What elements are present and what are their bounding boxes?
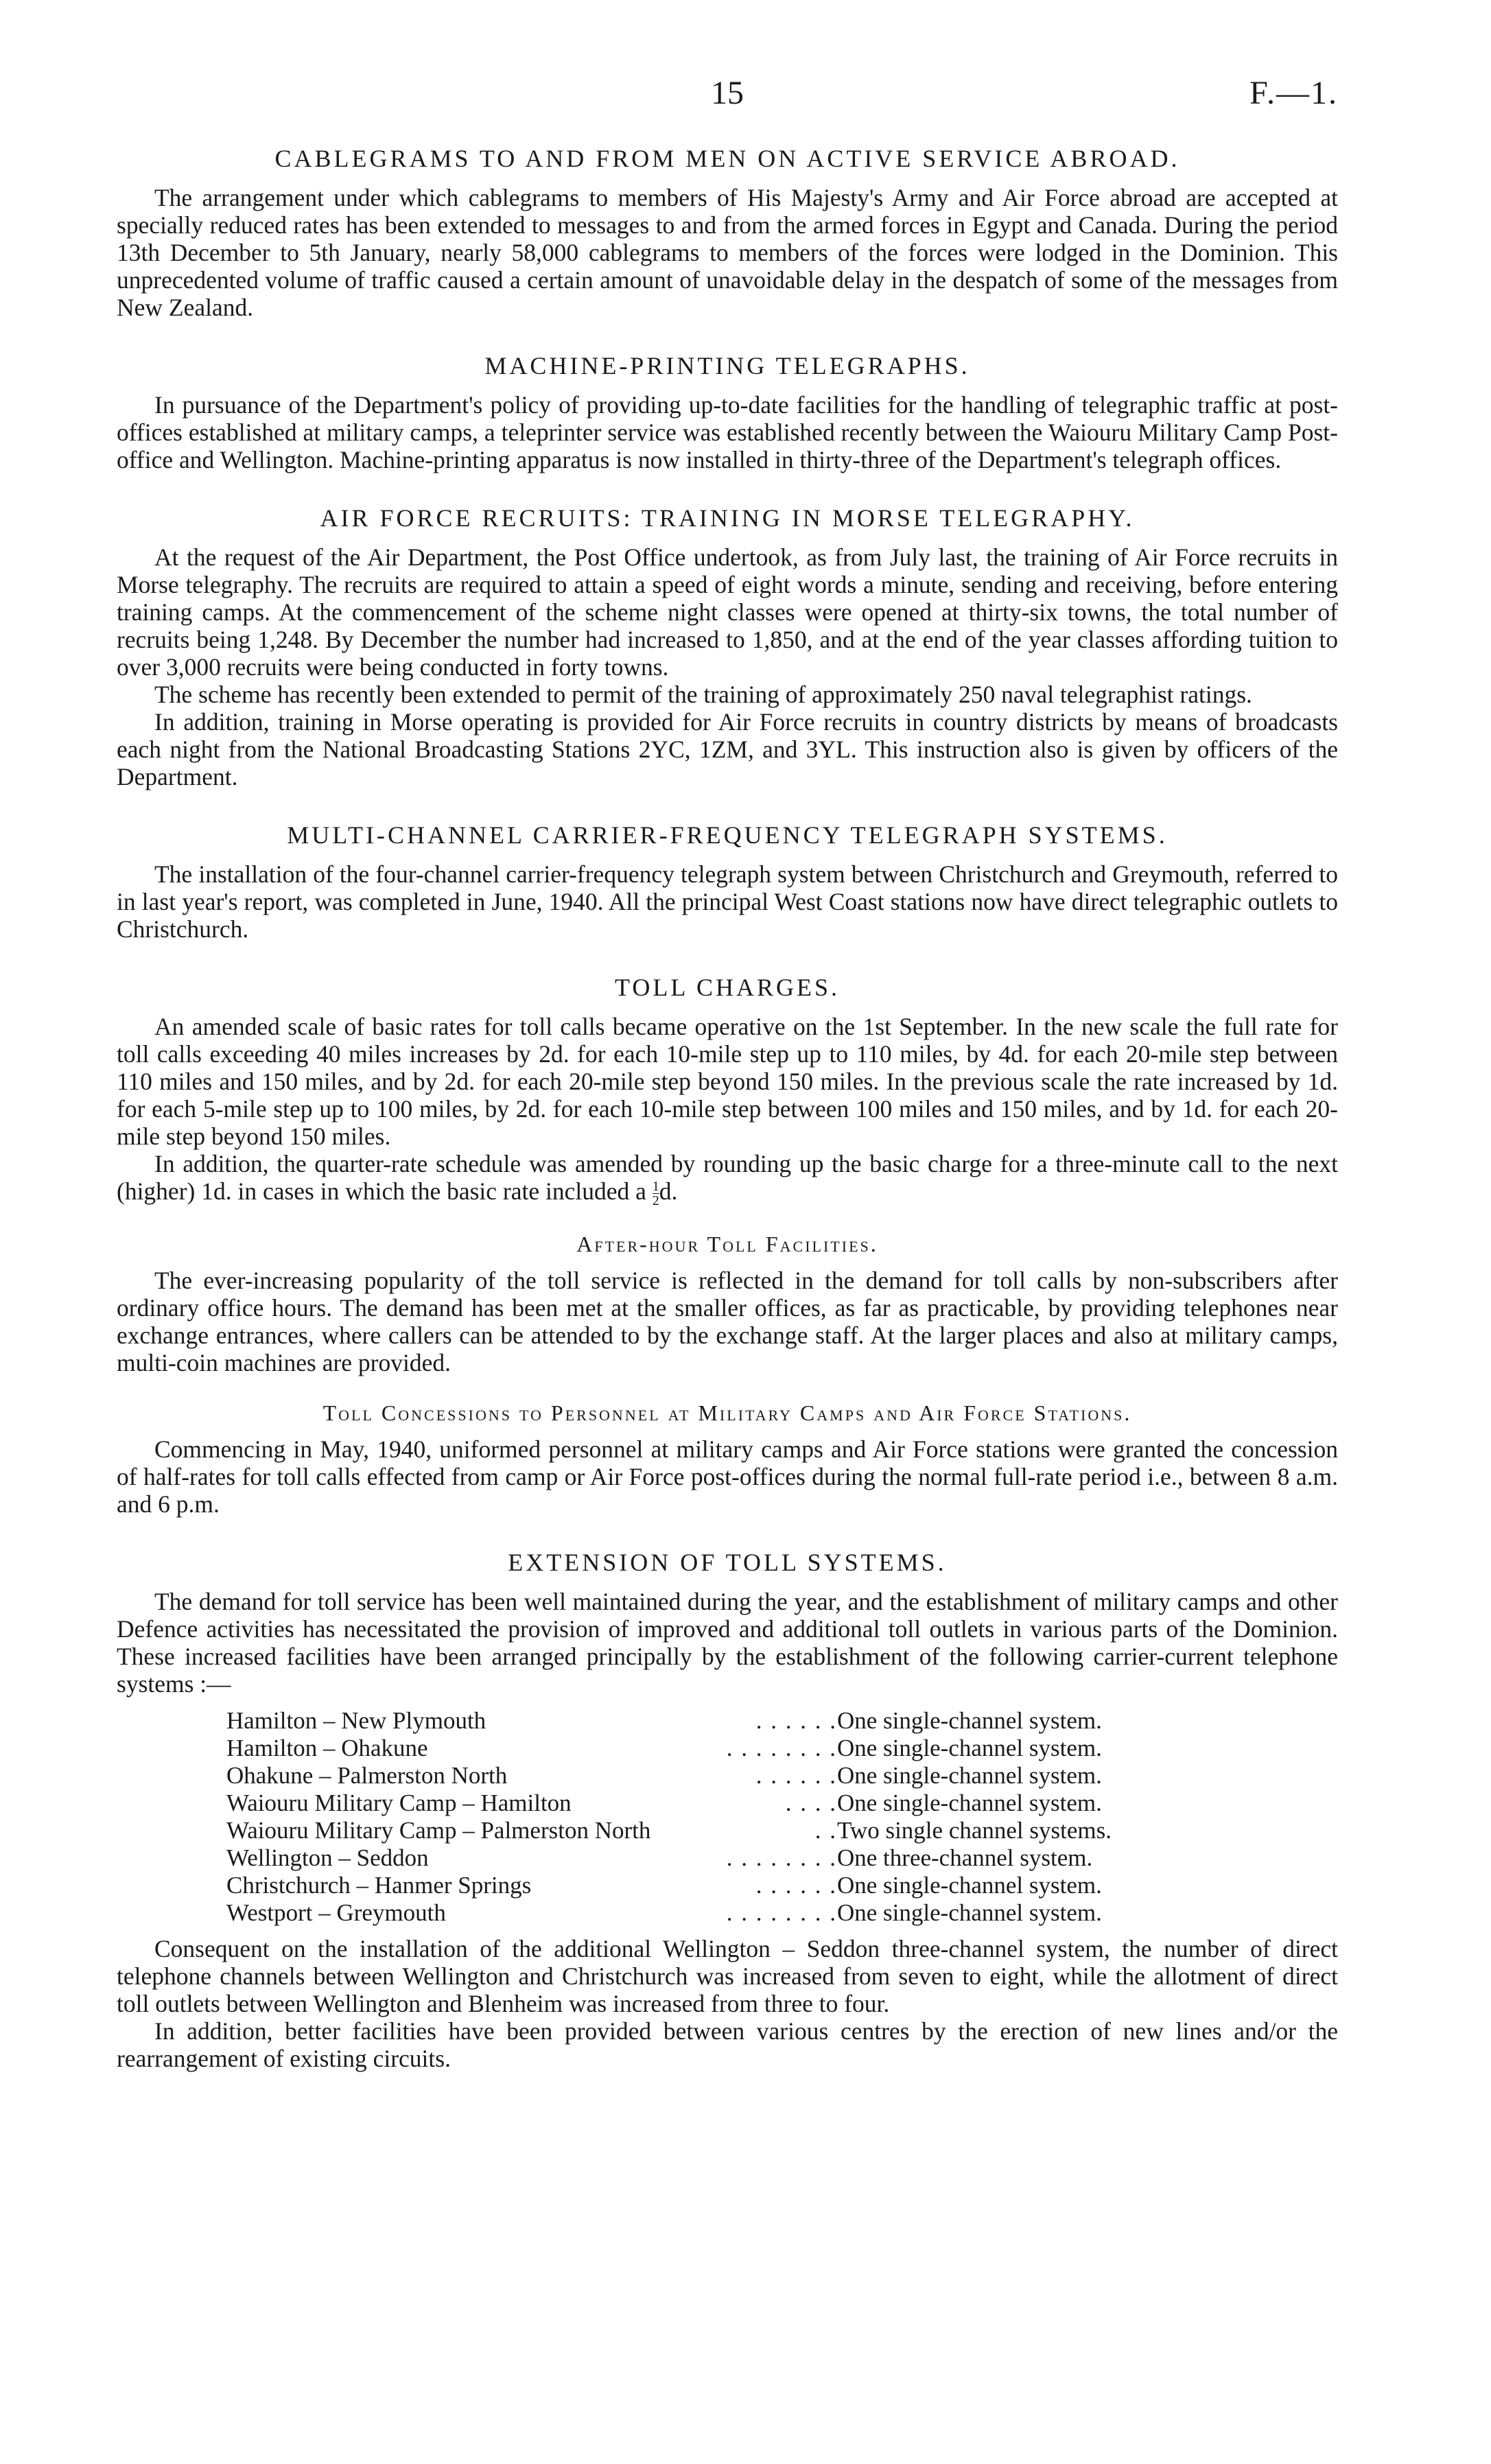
table-row	[226, 1844, 1112, 1872]
table-row	[226, 1735, 1112, 1762]
table-row	[226, 1899, 1112, 1927]
system-cell: Two single channel systems.	[837, 1817, 1112, 1844]
route-cell: Westport – Greymouth	[226, 1899, 446, 1927]
half-suffix: d.	[659, 1177, 678, 1205]
half-fraction	[653, 1180, 659, 1208]
after-hour-heading: After-hour Toll Facilities.	[576, 1232, 878, 1257]
air-force-recruits-heading: AIR FORCE RECRUITS: TRAINING IN MORSE TELEGRAPHY.	[320, 504, 1135, 532]
extension-heading: EXTENSION OF TOLL SYSTEMS.	[508, 1549, 947, 1577]
route-cell: Waiouru Military Camp – Palmerston North	[226, 1817, 651, 1844]
quarter-rate-paragraph	[117, 1150, 1338, 1208]
toll-concessions-paragraph: Commencing in May, 1940, uniformed personnel at military camps and Air Force stations were granted the concession of half-rates for toll calls effected from camp or Air Force post-offices during the normal full-rate period i.e., between 8 a.m. and 6 p.m.	[117, 1435, 1338, 1518]
multi-channel-heading: MULTI-CHANNEL CARRIER-FREQUENCY TELEGRAPH SYSTEMS.	[287, 821, 1168, 849]
extension-closing-2: In addition, better facilities have been provided between various centres by the erection of new lines and/or the rearrangement of existing circuits.	[117, 2017, 1338, 2073]
table-row	[226, 1872, 1112, 1899]
system-cell: One three-channel system.	[837, 1844, 1093, 1872]
extension-closing-1: Consequent on the installation of the additional Wellington – Seddon three-channel system, the number of direct telephone channels between Wellington and Christchurch was increased from seven to eight, while the allotment of direct toll outlets between Wellington and Blenheim was increased from three to four.	[117, 1935, 1338, 2018]
half-numerator: 1	[652, 1179, 659, 1195]
leader-dots: . . . . . .	[755, 1872, 837, 1899]
cablegrams-paragraph: The arrangement under which cablegrams to members of His Majesty's Army and Air Force abroad are accepted at specially reduced rates has been extended to messages to and from the armed forces in Egypt and Canada. During the period 13th December to 5th January, nearly 58,000 cablegrams to members of the forces were lodged in the Dominion. This unprecedented volume of traffic caused a certain amount of unavoidable delay in the despatch of some of the messages from New Zealand.	[117, 184, 1338, 321]
system-cell: One single-channel system.	[837, 1790, 1102, 1817]
leader-dots: . . . . . .	[755, 1762, 837, 1790]
leader-dots: . . . . . . . .	[726, 1899, 837, 1927]
toll-concessions-heading: Toll Concessions to Personnel at Military Camps and Air Force Stations.	[322, 1400, 1132, 1426]
system-cell: One single-channel system.	[837, 1762, 1102, 1790]
document-code: F.—1.	[1249, 75, 1338, 111]
system-cell: One single-channel system.	[837, 1899, 1102, 1927]
system-cell: One single-channel system.	[837, 1735, 1102, 1762]
system-cell: One single-channel system.	[837, 1707, 1102, 1735]
machine-printing-heading: MACHINE-PRINTING TELEGRAPHS.	[484, 352, 970, 379]
table-row	[226, 1817, 1112, 1844]
route-cell: Hamilton – New Plymouth	[226, 1707, 486, 1735]
leader-dots: . .	[814, 1817, 837, 1844]
extension-intro: The demand for toll service has been well maintained during the year, and the establishment of military camps and other Defence activities has necessitated the provision of improved and additional toll outlets in various parts of the Dominion. These increased facilities have been arranged principally by the establishment of the following carrier-current telephone systems :—	[117, 1588, 1338, 1698]
system-cell: One single-channel system.	[837, 1872, 1102, 1899]
multi-channel-paragraph: The installation of the four-channel carrier-frequency telegraph system between Christchurch and Greymouth, referred to in last year's report, was completed in June, 1940. All the principal West Coast stations now have direct telegraphic outlets to Christchurch.	[117, 860, 1338, 943]
toll-charges-paragraph: An amended scale of basic rates for toll calls became operative on the 1st September. In the new scale the full rate for toll calls exceeding 40 miles increases by 2d. for each 10-mile step up to 110 miles, by 4d. for each 20-mile step between 110 miles and 150 miles, and by 2d. for each 20-mile step beyond 150 miles. In the previous scale the rate increased by 1d. for each 5-mile step up to 100 miles, by 2d. for each 10-mile step between 100 miles and 150 miles, and by 1d. for each 20-mile step beyond 150 miles.	[117, 1013, 1338, 1150]
carrier-systems-table	[226, 1707, 1112, 1927]
route-cell: Waiouru Military Camp – Hamilton	[226, 1790, 572, 1817]
machine-printing-paragraph: In pursuance of the Department's policy of providing up-to-date facilities for the handling of telegraphic traffic at post-offices established at military camps, a teleprinter service was established recently between the Waiouru Military Camp Post-office and Wellington. Machine-printing apparatus is now installed in thirty-three of the Department's telegraph offices.	[117, 391, 1338, 473]
half-denominator: 2	[652, 1193, 659, 1209]
route-cell: Wellington – Seddon	[226, 1844, 429, 1872]
page-header	[117, 0, 1338, 117]
table-row	[226, 1707, 1112, 1735]
report-page	[117, 0, 1338, 2072]
leader-dots: . . . . . . . .	[726, 1735, 837, 1762]
page-number: 15	[711, 75, 744, 111]
route-cell: Ohakune – Palmerston North	[226, 1762, 508, 1790]
leader-dots: . . . . . . . .	[726, 1844, 837, 1872]
table-row	[226, 1762, 1112, 1790]
after-hour-paragraph: The ever-increasing popularity of the toll service is reflected in the demand for toll calls by non-subscribers after ordinary office hours. The demand has been met at the smaller offices, as far as practicable, by providing telephones near exchange entrances, where callers can be attended to by the exchange staff. At the larger places and also at military camps, multi-coin machines are provided.	[117, 1267, 1338, 1377]
cablegrams-heading: CABLEGRAMS TO AND FROM MEN ON ACTIVE SERVICE ABROAD.	[274, 145, 1180, 172]
toll-charges-heading: TOLL CHARGES.	[614, 974, 840, 1001]
table-row	[226, 1790, 1112, 1817]
leader-dots: . . . .	[785, 1790, 837, 1817]
leader-dots: . . . . . .	[755, 1707, 837, 1735]
air-force-paragraph-3: In addition, training in Morse operating is provided for Air Force recruits in country districts by means of broadcasts each night from the National Broadcasting Stations 2YC, 1ZM, and 3YL. This instruction also is given by officers of the Department.	[117, 708, 1338, 790]
route-cell: Hamilton – Ohakune	[226, 1735, 428, 1762]
quarter-rate-text: In addition, the quarter-rate schedule was amended by rounding up the basic charge for a three-minute call to the next (higher) 1d. in cases in which the basic rate included a	[117, 1150, 1338, 1205]
air-force-paragraph-2: The scheme has recently been extended to permit of the training of approximately 250 naval telegraphist ratings.	[154, 681, 1252, 708]
air-force-paragraph-1: At the request of the Air Department, the Post Office undertook, as from July last, the training of Air Force recruits in Morse telegraphy. The recruits are required to attain a speed of eight words a minute, sending and receiving, before entering training camps. At the commencement of the scheme night classes were opened at thirty-six towns, the total number of recruits being 1,248. By December the number had increased to 1,850, and at the end of the year classes affording tuition to over 3,000 recruits were being conducted in forty towns.	[117, 543, 1338, 681]
route-cell: Christchurch – Hanmer Springs	[226, 1872, 532, 1899]
